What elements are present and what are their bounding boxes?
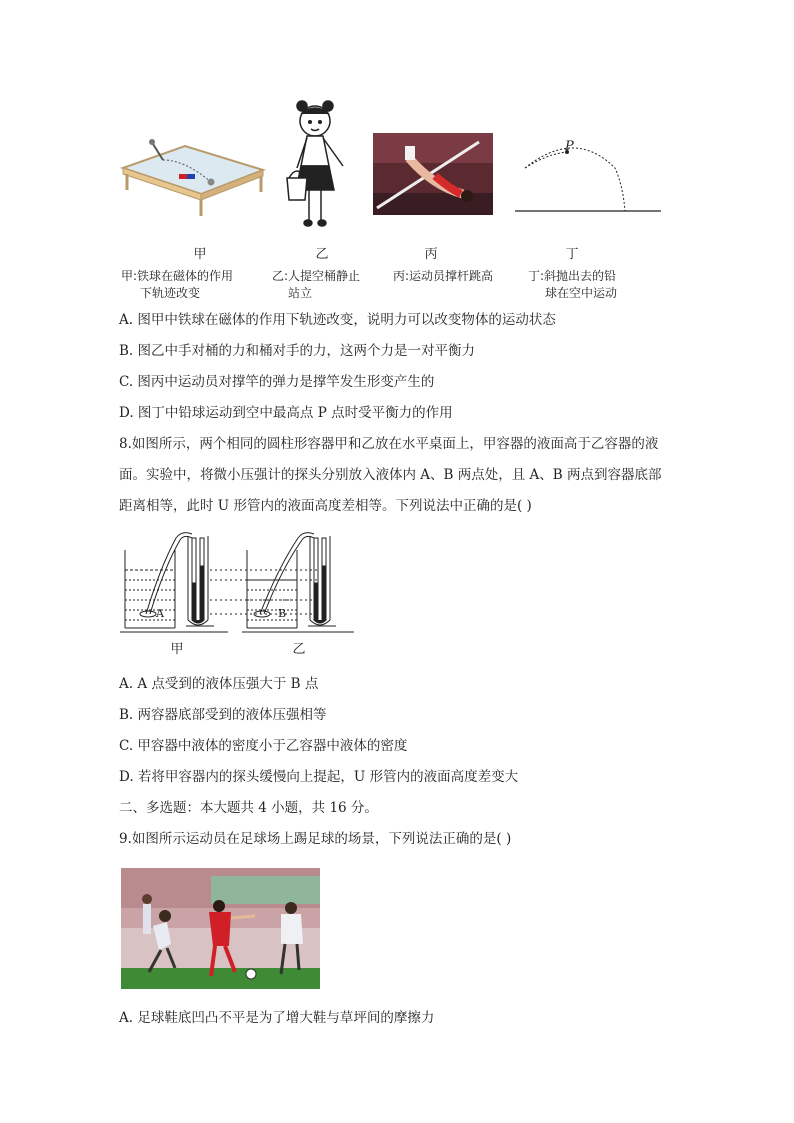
q7-option-a: A. 图甲中铁球在磁体的作用下轨迹改变，说明力可以改变物体的运动状态 xyxy=(119,312,556,328)
soccer-players-image xyxy=(121,868,320,989)
container-yi xyxy=(242,533,354,632)
q8-figure xyxy=(120,528,360,658)
magnet-table-figure xyxy=(123,139,263,216)
q8-stem-line-1: 8.如图所示，两个相同的圆柱形容器甲和乙放在水平桌面上，甲容器的液面高于乙容器的液 xyxy=(119,436,659,452)
figure-caption-bing: 丙:运动员撑杆跳高 xyxy=(393,269,494,283)
q8-stem-line-2: 面。实验中，将微小压强计的探头分别放入液体内 A、B 两点处，且 A、B 两点到容器底部 xyxy=(119,467,662,483)
q8-figure-label-yi: 乙 xyxy=(292,642,306,657)
pressure-gauge-diagram xyxy=(120,528,360,638)
q7-figure-row xyxy=(115,98,675,248)
container-jia xyxy=(120,533,228,632)
q8-option-b: B. 两容器底部受到的液体压强相等 xyxy=(119,707,327,723)
figure-caption-ding: 丁:斜抛出去的铅 球在空中运动 xyxy=(528,269,618,300)
soccer-photo xyxy=(121,868,320,989)
figure-caption-yi: 乙:人提空桶静止 站立 xyxy=(272,269,361,300)
projectile-point-label: P xyxy=(565,139,574,154)
q8-option-d: D. 若将甲容器内的探头缓慢向上提起，U 形管内的液面高度差变大 xyxy=(119,769,519,785)
q8-option-c: C. 甲容器中液体的密度小于乙容器中液体的密度 xyxy=(119,738,408,754)
probe-label-a: A xyxy=(156,607,164,620)
q7-option-b: B. 图乙中手对桶的力和桶对手的力，这两个力是一对平衡力 xyxy=(119,343,476,359)
q8-option-a: A. A 点受到的液体压强大于 B 点 xyxy=(119,676,319,692)
figure-label-jia: 甲 xyxy=(193,247,207,262)
figure-label-yi: 乙 xyxy=(315,247,329,262)
pole-vault-photo xyxy=(373,133,493,215)
probe-label-b: B xyxy=(278,607,287,620)
q8-stem-line-3: 距离相等，此时 U 形管内的液面高度差相等。下列说法中正确的是( ) xyxy=(119,498,532,514)
q7-option-d: D. 图丁中铅球运动到空中最高点 P 点时受平衡力的作用 xyxy=(119,405,453,421)
q9-option-a: A. 足球鞋底凹凸不平是为了增大鞋与草坪间的摩擦力 xyxy=(119,1010,435,1026)
q9-stem: 9.如图所示运动员在足球场上踢足球的场景，下列说法正确的是( ) xyxy=(119,831,512,847)
projectile-figure xyxy=(515,148,661,211)
q8-figure-label-jia: 甲 xyxy=(170,642,184,657)
figure-label-bing: 丙 xyxy=(424,247,438,262)
q7-option-c: C. 图丙中运动员对撑竿的弹力是撑竿发生形变产生的 xyxy=(119,374,435,390)
figure-label-ding: 丁 xyxy=(565,247,579,262)
figure-caption-jia: 甲:铁球在磁体的作用 下轨迹改变 xyxy=(121,269,234,300)
section-heading: 二、多选题：本大题共 4 小题，共 16 分。 xyxy=(119,800,378,816)
q7-figures-illustration xyxy=(115,98,675,228)
girl-with-bucket-figure xyxy=(287,101,343,226)
